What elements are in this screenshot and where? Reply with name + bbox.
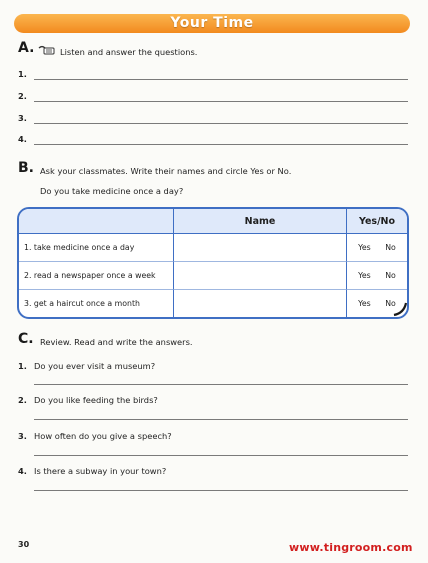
review-number-3: 3. — [18, 431, 27, 441]
yes-no-choice[interactable]: Yes No — [346, 261, 407, 289]
page-curl-decoration — [392, 301, 408, 317]
header-yes-no: Yes/No — [346, 209, 407, 234]
yes-no-choice[interactable]: Yes No — [346, 234, 407, 261]
review-answer-line-4[interactable] — [34, 490, 408, 491]
table-row — [19, 261, 407, 289]
review-answer-line-1[interactable] — [34, 384, 408, 385]
section-a-instruction: Listen and answer the questions. — [60, 47, 198, 57]
review-question-3: How often do you give a speech? — [34, 431, 172, 441]
review-answer-line-2[interactable] — [34, 419, 408, 420]
survey-table — [17, 207, 409, 319]
review-number-1: 1. — [18, 361, 27, 371]
answer-number-4: 4. — [18, 134, 27, 144]
answer-number-1: 1. — [18, 69, 27, 79]
name-cell[interactable] — [173, 261, 346, 289]
review-question-4: Is there a subway in your town? — [34, 466, 167, 476]
table-row — [19, 289, 407, 317]
section-a-letter: A. — [18, 40, 35, 56]
header-blank — [19, 209, 173, 234]
name-cell[interactable] — [173, 289, 346, 317]
row-activity: 2. read a newspaper once a week — [19, 261, 173, 289]
section-c-instruction: Review. Read and write the answers. — [40, 337, 193, 347]
listening-icon — [37, 45, 55, 55]
section-b-instruction: Ask your classmates. Write their names and circle Yes or No. — [40, 166, 292, 176]
answer-line-4[interactable] — [34, 144, 408, 145]
answer-line-2[interactable] — [34, 101, 408, 102]
name-cell[interactable] — [173, 234, 346, 261]
review-answer-line-3[interactable] — [34, 455, 408, 456]
header-name: Name — [173, 209, 346, 234]
answer-line-3[interactable] — [34, 123, 408, 124]
section-b-letter: B. — [18, 160, 34, 176]
table-row — [19, 234, 407, 261]
answer-number-2: 2. — [18, 91, 27, 101]
review-number-4: 4. — [18, 466, 27, 476]
row-activity: 1. take medicine once a day — [24, 243, 135, 252]
page-title-banner: Your Time — [14, 14, 410, 33]
answer-line-1[interactable] — [34, 79, 408, 80]
yes-no-choice[interactable]: Yes No — [346, 289, 407, 317]
row-activity: 3. get a haircut once a month — [19, 289, 173, 317]
survey-question: Do you take medicine once a day? — [40, 186, 184, 196]
review-question-2: Do you like feeding the birds? — [34, 395, 158, 405]
review-question-1: Do you ever visit a museum? — [34, 361, 156, 371]
review-number-2: 2. — [18, 395, 27, 405]
table-header-row — [19, 209, 407, 234]
page-number: 30 — [18, 540, 30, 549]
section-c-letter: C. — [18, 331, 34, 347]
watermark-text: www.tingroom.com — [289, 541, 413, 554]
answer-number-3: 3. — [18, 113, 27, 123]
